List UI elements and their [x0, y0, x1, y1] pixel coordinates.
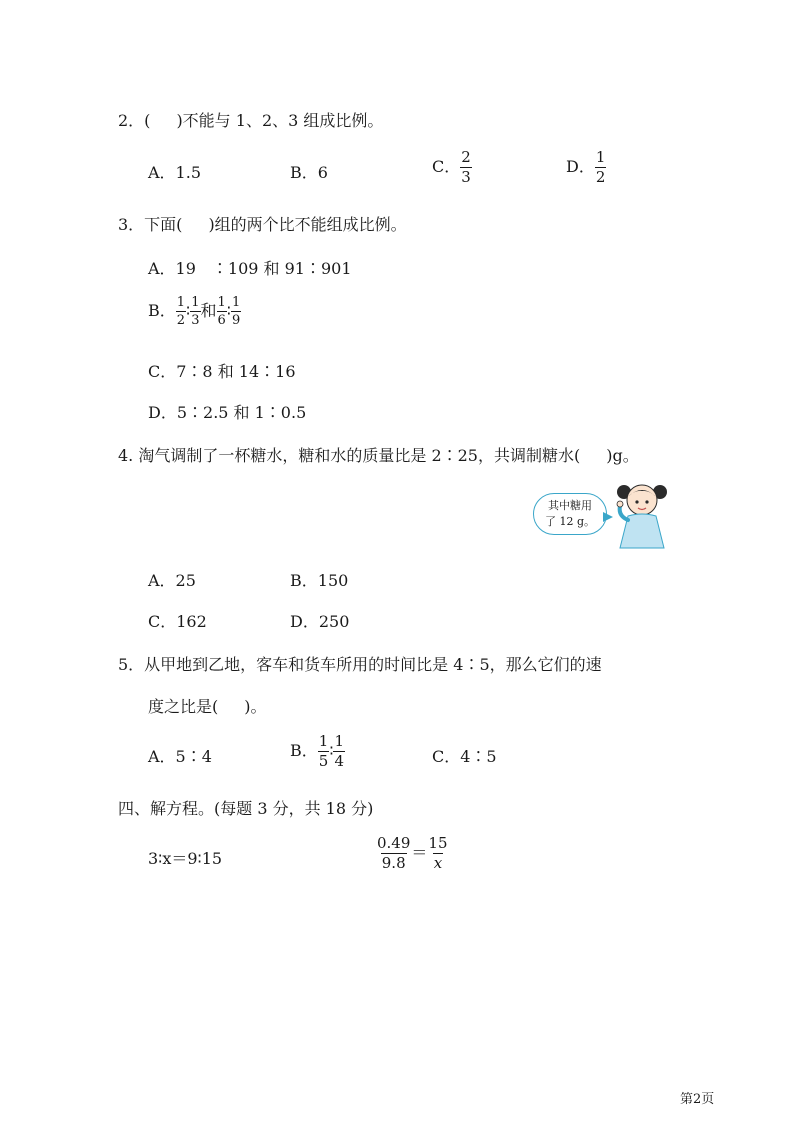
fraction: $\frac{1}{2}$ — [595, 148, 606, 186]
fraction: $\frac{0.49}{9.8}$ — [377, 834, 411, 872]
q5-option-a: A．5∶4 — [148, 747, 212, 766]
girl-illustration-icon — [610, 476, 678, 550]
q3-option-b: B． $\frac{1}{2}$ ∶ $\frac{1}{3}$ 和 $\frac{1}{6}$ ∶ $\frac{1}{9}$ — [148, 295, 241, 328]
girl-head — [627, 485, 657, 515]
fraction: $\frac{1}{6}$ — [217, 295, 226, 328]
equation-2: $\frac{0.49}{9.8}$ ＝ $\frac{15}{x}$ — [377, 834, 448, 872]
question-5-line1: 5．从甲地到乙地，客车和货车所用的时间比是 4∶5，那么它们的速 — [118, 655, 602, 674]
fraction: $\frac{1}{2}$ — [176, 295, 186, 328]
fraction: $\frac{1}{9}$ — [231, 295, 241, 328]
q2-option-b: B．6 — [290, 163, 328, 182]
q4-option-a: A．25 — [148, 571, 196, 590]
q4-option-b: B．150 — [290, 571, 349, 590]
q3-option-d: D．5∶2.5 和 1∶0.5 — [148, 403, 307, 422]
q2-option-d: D． $\frac{1}{2}$ — [566, 148, 606, 186]
fraction: $\frac{15}{x}$ — [428, 834, 448, 872]
q5-option-c: C．4∶5 — [432, 747, 497, 766]
fraction: $\frac{1}{3}$ — [191, 295, 200, 328]
fraction: $\frac{1}{4}$ — [334, 732, 345, 770]
question-3-stem: 3．下面( )组的两个比不能组成比例。 — [118, 215, 407, 234]
question-4-stem: 4. 淘气调制了一杯糖水，糖和水的质量比是 2∶25，共调制糖水( )g。 — [118, 446, 639, 465]
q3-option-c: C．7∶8 和 14∶16 — [148, 362, 296, 381]
question-5-line2: 度之比是( )。 — [148, 697, 267, 716]
equation-1: 3∶x＝9∶15 — [148, 849, 223, 868]
q2-option-a: A．1.5 — [148, 163, 202, 182]
fraction: $\frac{1}{5}$ — [318, 732, 329, 770]
page-number: 第2页 — [680, 1092, 715, 1107]
q4-option-c: C．162 — [148, 612, 207, 631]
q3-option-a: A．19 ∶109 和 91∶901 — [148, 259, 352, 278]
q4-option-d: D．250 — [290, 612, 350, 631]
section-4-title: 四、解方程。(每题 3 分，共 18 分) — [118, 799, 374, 818]
question-2-stem: 2．( )不能与 1、2、3 组成比例。 — [118, 111, 384, 130]
q2-option-c: C． $\frac{2}{3}$ — [432, 148, 471, 186]
fraction: $\frac{2}{3}$ — [461, 148, 471, 186]
q5-option-b: B． $\frac{1}{5}$ ∶ $\frac{1}{4}$ — [290, 732, 345, 770]
speech-bubble: 其中糖用 了 12 g。 — [533, 493, 607, 535]
